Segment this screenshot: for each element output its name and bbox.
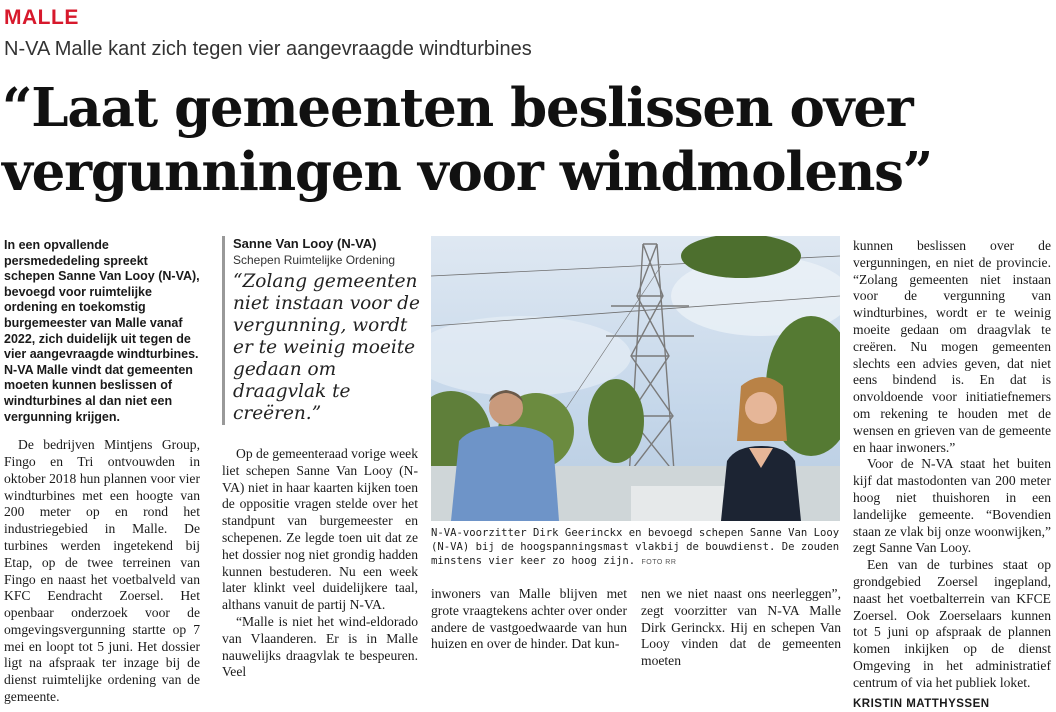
photo-credit: FOTO RR (641, 559, 677, 566)
caption-text: N-VA-voorzitter Dirk Geerinckx en bevoegd schepen Sanne Van Looy (N-VA) bij de hoogspanningsmast vlakbij de bouwdienst. De zouden minstens vier keer zo hoog zijn. (431, 527, 840, 567)
intro-paragraph: In een opvallende persmededeling spreekt schepen Sanne Van Looy (N-VA), bevoegd voor ruimtelijke ordening en toekomstig burgemeester van Malle vanaf 2022, zich duidelijk uit tegen de vier aangevraagde windturbines. N-VA Malle vindt dat gemeenten moeten kunnen beslissen of windturbines al dan niet een vergunning krijgen. (4, 238, 200, 424)
section-kicker: MALLE (4, 6, 79, 29)
headline: “Laat gemeenten beslissen over vergunningen voor windmolens” (2, 77, 933, 203)
column-4 (641, 586, 841, 670)
photo-illustration (431, 236, 840, 521)
body-paragraph: Een van de turbines staat op grondgebied Zoersel ingepland, naast het voetbalterrein van KFCE Zoersel. Ook Zoerselaars kunnen tot 5 juni op afspraak de plannen komen inkijken op de dienst Omgeving in het administratief centrum of via het publiek loket. (853, 557, 1051, 690)
pull-quote (222, 236, 429, 425)
body-paragraph: Voor de N-VA staat het buiten kijf dat mastodonten van 200 meter hoog niet thuishoren in een landelijke gemeente. “Bovendien staan ze vlak bij onze woonwijken,” zegt Sanne Van Looy. (853, 456, 1051, 556)
article-photo (431, 236, 840, 521)
body-paragraph: inwoners van Malle blijven met grote vraagtekens achter over onder andere de vastgoedwaarde van hun huizen en over de hinder. Dat kun- (431, 586, 627, 652)
body-paragraph: kunnen beslissen over de vergunningen, en niet de provincie. “Zolang gemeenten niet instaan voor de vergunning van windturbines, wordt er te weinig moeite gedaan om draagvlak te creëren. Nu mogen gemeenten slechts een advies geven, dat niet eens bindend is. En dat is onvoldoende voor initiatiefnemers om rekening te houden met de wensen en grieven van de gemeente en haar inwoners.” (853, 238, 1051, 455)
column-3 (431, 586, 627, 653)
column-2 (222, 446, 418, 681)
body-paragraph: “Malle is niet het wind-eldorado van Vlaanderen. Er is in Malle nauwelijks draagvlak te bespeuren. Veel (222, 613, 418, 680)
subheadline: N-VA Malle kant zich tegen vier aangevraagde windturbines (4, 38, 532, 60)
column-1 (4, 238, 200, 706)
byline: KRISTIN MATTHYSSEN (853, 697, 990, 710)
photo-caption (431, 526, 841, 570)
quote-role: Schepen Ruimtelijke Ordening (233, 253, 396, 267)
quote-text: “Zolang gemeenten niet instaan voor de vergunning, wordt er te weinig moeite gedaan om draagvlak te creëren.” (233, 271, 420, 424)
quote-name: Sanne Van Looy (N-VA) (233, 236, 377, 251)
body-paragraph: nen we niet naast ons neerleggen”, zegt voorzitter van N-VA Malle Dirk Gerinckx. Hij en schepen Van Looy vinden dat de gemeenten moeten (641, 586, 841, 669)
body-paragraph: De bedrijven Mintjens Group, Fingo en Tri ontvouwden in oktober 2018 hun plannen voor vier windturbines met een hoogte van 200 meter op en rond het industriegebied in Malle. De turbines werden ingetekend bij Etap, op de twee terreinen van Fingo en naast het voetbalveld van KFC Eendracht Zoersel. Het openbaar onderzoek voor de omgevingsvergunning startte op 7 mei en loopt tot 5 juni. Het dossier ligt na afspraak ter inzage bij de dienst ruimtelijke ordening van de gemeente. (4, 437, 200, 705)
body-paragraph: Op de gemeenteraad vorige week liet schepen Sanne Van Looy (N-VA) niet in haar kaarten kijken toen de oppositie vragen stelde over het standpunt van burgemeester en schepenen. Ze legde toen uit dat ze het dossier nog niet grondig hadden kunnen bestuderen. Nu een week later klinkt veel duidelijkere taal, althans vanuit de partij N-VA. (222, 446, 418, 613)
column-5 (853, 238, 1051, 712)
